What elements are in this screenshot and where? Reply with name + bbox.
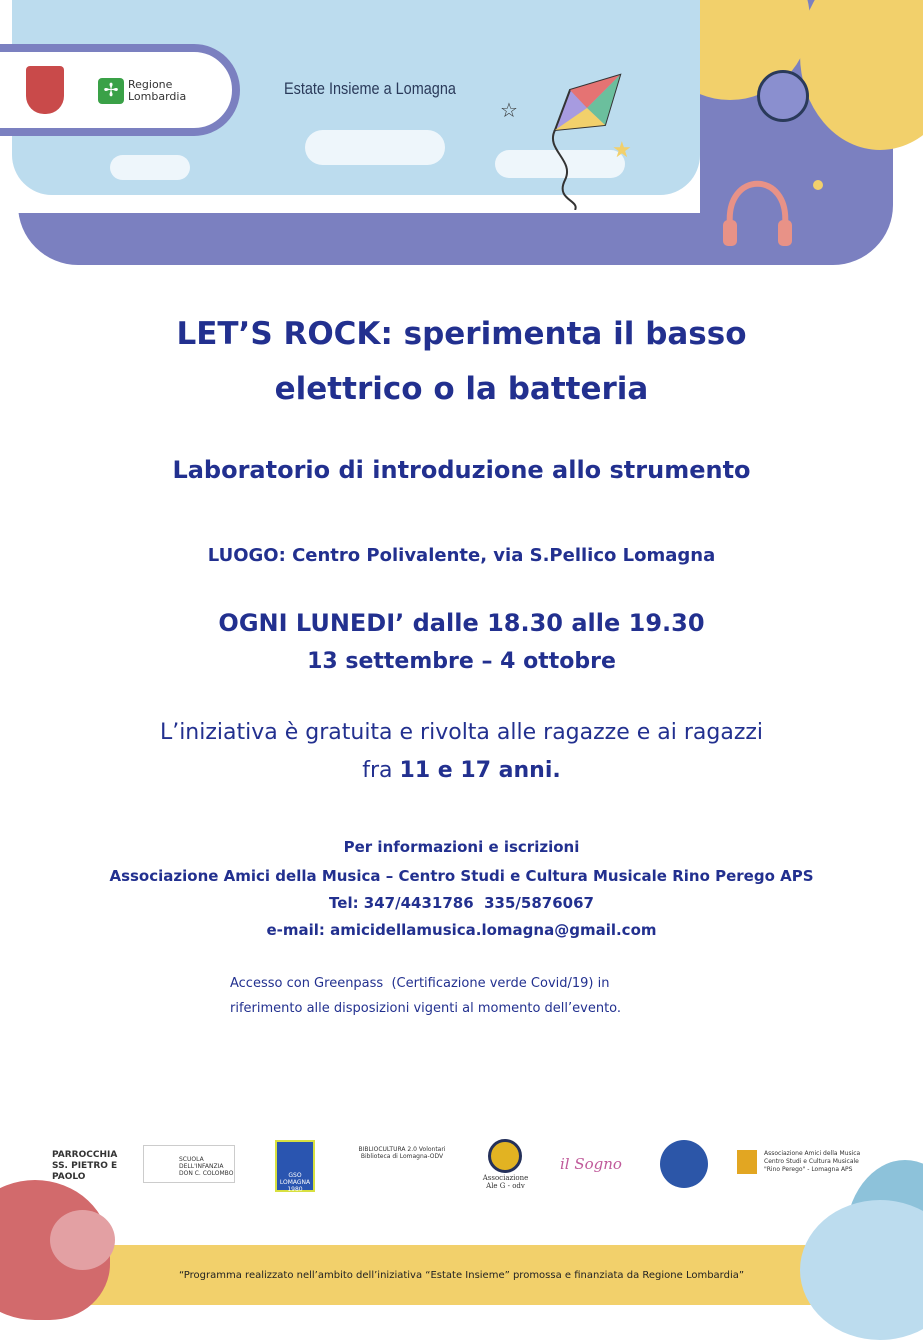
logo-ale-g: Associazione Ale G - odv xyxy=(482,1174,529,1190)
logo-ale-g-icon xyxy=(488,1139,522,1173)
logo-circle-icon xyxy=(660,1140,708,1188)
age-range: 11 e 17 anni. xyxy=(399,758,561,783)
logo-amici-musica-icon xyxy=(737,1150,757,1174)
logo-gso-lomagna: GSO LOMAGNA 1980 xyxy=(275,1140,315,1192)
logo-scuola-infanzia: SCUOLA DELL'INFANZIA DON C. COLOMBO xyxy=(143,1145,235,1183)
pink-blob xyxy=(50,1210,115,1270)
eligibility-prefix: fra xyxy=(362,758,400,783)
cloud-icon xyxy=(110,155,190,180)
event-dates: 13 settembre – 4 ottobre xyxy=(307,649,616,674)
emoji-star-eyes-icon xyxy=(757,70,809,122)
cloud-icon xyxy=(305,130,445,165)
headphones-icon xyxy=(715,165,800,275)
star-outline-icon: ☆ xyxy=(500,98,518,122)
star-icon: ★ xyxy=(612,138,632,163)
logo-parrocchia: PARROCCHIA SS. PIETRO E PAOLO xyxy=(52,1150,118,1182)
contacts-email[interactable]: e-mail: amicidellamusica.lomagna@gmail.com xyxy=(266,921,657,939)
greenpass-notice-line1: Accesso con Greenpass (Certificazione verde Covid/19) in xyxy=(230,976,610,991)
program-title: Estate Insieme a Lomagna xyxy=(284,79,456,98)
contacts-phone[interactable]: Tel: 347/4431786 335/5876067 xyxy=(329,894,594,912)
footer-note: “Programma realizzato nell’ambito dell’iniziativa “Estate Insieme” promossa e finanziata da Regione Lombardia” xyxy=(178,1270,745,1281)
event-title-line2: elettrico o la batteria xyxy=(274,371,649,407)
regione-lombardia-logo: Regione Lombardia xyxy=(128,78,187,103)
event-title-line1: LET’S ROCK: sperimenta il basso xyxy=(176,316,747,352)
greenpass-notice-line2: riferimento alle disposizioni vigenti al momento dell’evento. xyxy=(230,1001,622,1016)
eligibility-line2 xyxy=(0,758,923,783)
event-location: LUOGO: Centro Polivalente, via S.Pellico Lomagna xyxy=(207,545,716,566)
contacts-organization: Associazione Amici della Musica – Centro Studi e Cultura Musicale Rino Perego APS xyxy=(109,867,814,885)
regione-lombardia-logo-icon: ✢ xyxy=(98,78,124,104)
event-schedule: OGNI LUNEDI’ dalle 18.30 alle 19.30 xyxy=(218,609,705,637)
event-subtitle: Laboratorio di introduzione allo strumento xyxy=(172,456,751,484)
contacts-heading: Per informazioni e iscrizioni xyxy=(343,838,580,856)
eligibility-line1: L’iniziativa è gratuita e rivolta alle ragazze e ai ragazzi xyxy=(159,720,764,745)
municipal-crest-icon xyxy=(26,66,64,114)
logo-biblioteca: BIBLIOCULTURA 2.0 Volontari Biblioteca di Lomagna-ODV xyxy=(358,1146,446,1160)
dot-icon xyxy=(813,180,823,190)
logo-amici-musica: Associazione Amici della Musica Centro Studi e Cultura Musicale "Rino Perego" - Lomagna APS xyxy=(764,1150,861,1173)
logo-il-sogno: il Sogno xyxy=(560,1155,622,1173)
